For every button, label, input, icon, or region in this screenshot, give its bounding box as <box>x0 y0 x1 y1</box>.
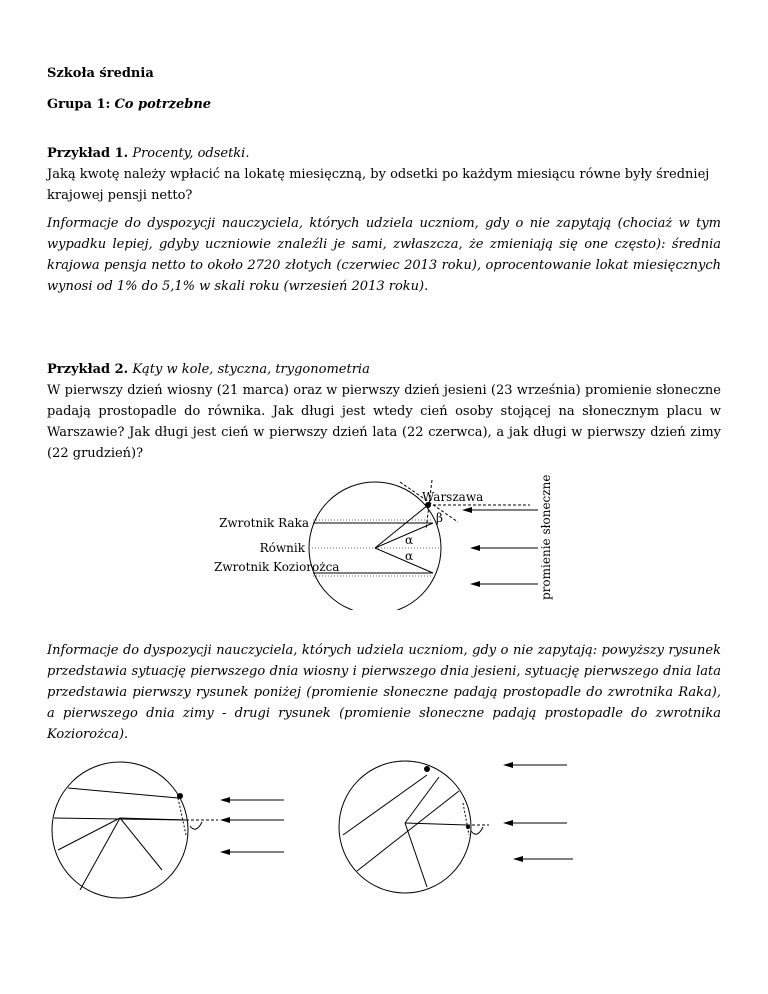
label-promienie: promienie słoneczne <box>539 474 553 600</box>
example2-label: Przykład 2. <box>47 362 129 377</box>
example2-heading <box>47 359 721 380</box>
group-heading <box>47 94 721 115</box>
label-warszawa: Warszawa <box>422 490 484 504</box>
equinox-diagram <box>200 470 570 610</box>
example1-question: Jaką kwotę należy wpłacić na lokatę miesięczną, by odsetki po każdym miesiącu równe były średniej krajowej pensji netto? <box>47 167 710 203</box>
example1-label: Przykład 1. <box>47 146 129 161</box>
label-rownik: Równik <box>259 541 305 555</box>
example2-topic: Kąty w kole, styczna, trygonometria <box>132 362 370 377</box>
group-name: Co potrzebne <box>114 97 212 112</box>
label-zwrotnik-raka: Zwrotnik Raka <box>219 516 309 530</box>
school-heading: Szkoła średnia <box>47 66 154 81</box>
group-label: Grupa 1: <box>47 97 111 112</box>
label-alpha-1: α <box>405 533 414 547</box>
winter-earth-circle <box>339 761 471 893</box>
example2-question: W pierwszy dzień wiosny (21 marca) oraz w pierwszy dzień jesieni (23 września) promienie słoneczne padają prostopadle do równika. Jak długi jest wtedy cień osoby stojącej na słonecznym placu w Warszawie? Jak długi jest cień w pierwszy dzień lata (22 czerwca), a jak długi w pierwszy dzień zimy (22 grudzień)? <box>47 383 721 461</box>
example1-topic: Procenty, odsetki. <box>132 146 250 161</box>
winter-point <box>424 766 430 772</box>
summer-earth-circle <box>52 762 188 898</box>
example1-heading <box>47 143 721 164</box>
example1-teacher-info: Informacje do dyspozycji nauczyciela, których udziela uczniom, gdy o nie zapytają (chociaż w tym wypadku lepiej, gdyby uczniowie znaleźli je sami, zwłaszcza, że zmieniają się one często): średnia krajowa pensja netto to około 2720 złotych (czerwiec 2013 roku), oprocentowanie lokat miesięcznych wynosi od 1% do 5,1% w skali roku (wrzesień 2013 roku). <box>47 216 721 294</box>
winter-diagram <box>335 755 595 905</box>
label-beta: β <box>436 511 443 525</box>
summer-point <box>177 793 183 799</box>
sun-rays <box>470 510 538 584</box>
summer-diagram <box>50 760 300 910</box>
label-alpha-2: α <box>405 549 414 563</box>
example2-teacher-info: Informacje do dyspozycji nauczyciela, których udziela uczniom, gdy o nie zapytają: powyższy rysunek przedstawia sytuację pierwszego dnia wiosny i pierwszego dnia jesieni, sytuację pierwszego dnia lata przedstawia pierwszy rysunek poniżej (promienie słoneczne padają prostopadle do zwrotnika Raka), a pierwszego dnia zimy - drugi rysunek (promienie słoneczne padają prostopadle do zwrotnika Koziorożca). <box>47 643 721 742</box>
label-zwrotnik-koziorozca: Zwrotnik Koziorożca <box>214 560 340 574</box>
